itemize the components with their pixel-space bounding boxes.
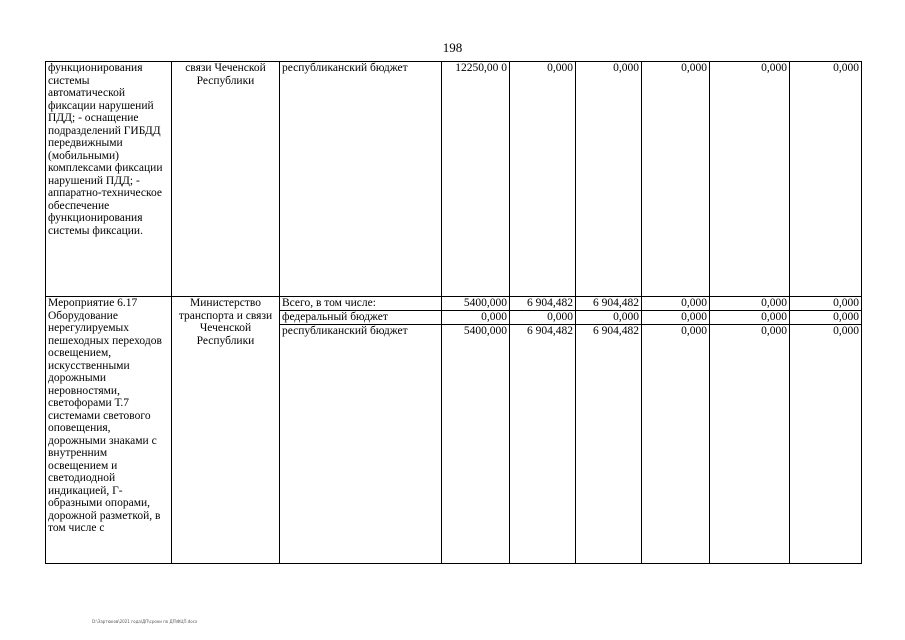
funding-source: Всего, в том числе: — [280, 297, 442, 311]
funding-source: республиканский бюджет — [280, 325, 442, 564]
value-cell: 0,000 — [576, 62, 642, 297]
value-cell: 0,000 — [642, 311, 710, 325]
funding-source: республиканский бюджет — [280, 62, 442, 297]
value-cell: 0,000 — [710, 62, 790, 297]
measure-description: Мероприятие 6.17 Оборудование нерегулируемых пешеходных переходов освещением, искусственными дорожными неровностями, светофорами Т.7 системами светового оповещения, дорожными знаками с внутренним освещением и светодиодной индикацией, Г-образными опорами, дорожной разметкой, в том числе с — [46, 297, 172, 564]
value-cell: 0,000 — [576, 311, 642, 325]
value-cell: 0,000 — [510, 311, 576, 325]
value-cell: 0,000 — [710, 325, 790, 564]
value-cell: 12250,00 0 — [442, 62, 510, 297]
executor-cell: Министерство транспорта и связи Чеченской Республики — [172, 297, 280, 564]
value-cell: 0,000 — [790, 311, 862, 325]
value-cell: 0,000 — [710, 297, 790, 311]
program-table — [45, 61, 862, 564]
value-cell: 0,000 — [642, 297, 710, 311]
table-row — [46, 62, 862, 297]
value-cell: 0,000 — [442, 311, 510, 325]
value-cell: 6 904,482 — [576, 325, 642, 564]
executor-cell: связи Чеченской Республики — [172, 62, 280, 297]
page-number: 198 — [442, 40, 463, 55]
funding-source: федеральный бюджет — [280, 311, 442, 325]
value-cell: 6 904,482 — [510, 325, 576, 564]
table-row — [46, 297, 862, 311]
measure-description: функционирования системы автоматической фиксации нарушений ПДД; - оснащение подразделений ГИБДД передвижными (мобильными) комплексами фиксации нарушений ПДД; - аппаратно-техническое обеспечение функционирования системы фиксации. — [46, 62, 172, 297]
value-cell: 0,000 — [790, 297, 862, 311]
value-cell: 0,000 — [710, 311, 790, 325]
value-cell: 0,000 — [642, 325, 710, 564]
value-cell: 0,000 — [790, 62, 862, 297]
value-cell: 5400,000 — [442, 325, 510, 564]
value-cell: 0,000 — [510, 62, 576, 297]
value-cell: 6 904,482 — [576, 297, 642, 311]
value-cell: 0,000 — [642, 62, 710, 297]
file-path-footer: D:\Зартюков\2021 года\ДП\сроки по ДП\ФЦП.docx — [92, 619, 198, 624]
value-cell: 0,000 — [790, 325, 862, 564]
value-cell: 6 904,482 — [510, 297, 576, 311]
value-cell: 5400,000 — [442, 297, 510, 311]
